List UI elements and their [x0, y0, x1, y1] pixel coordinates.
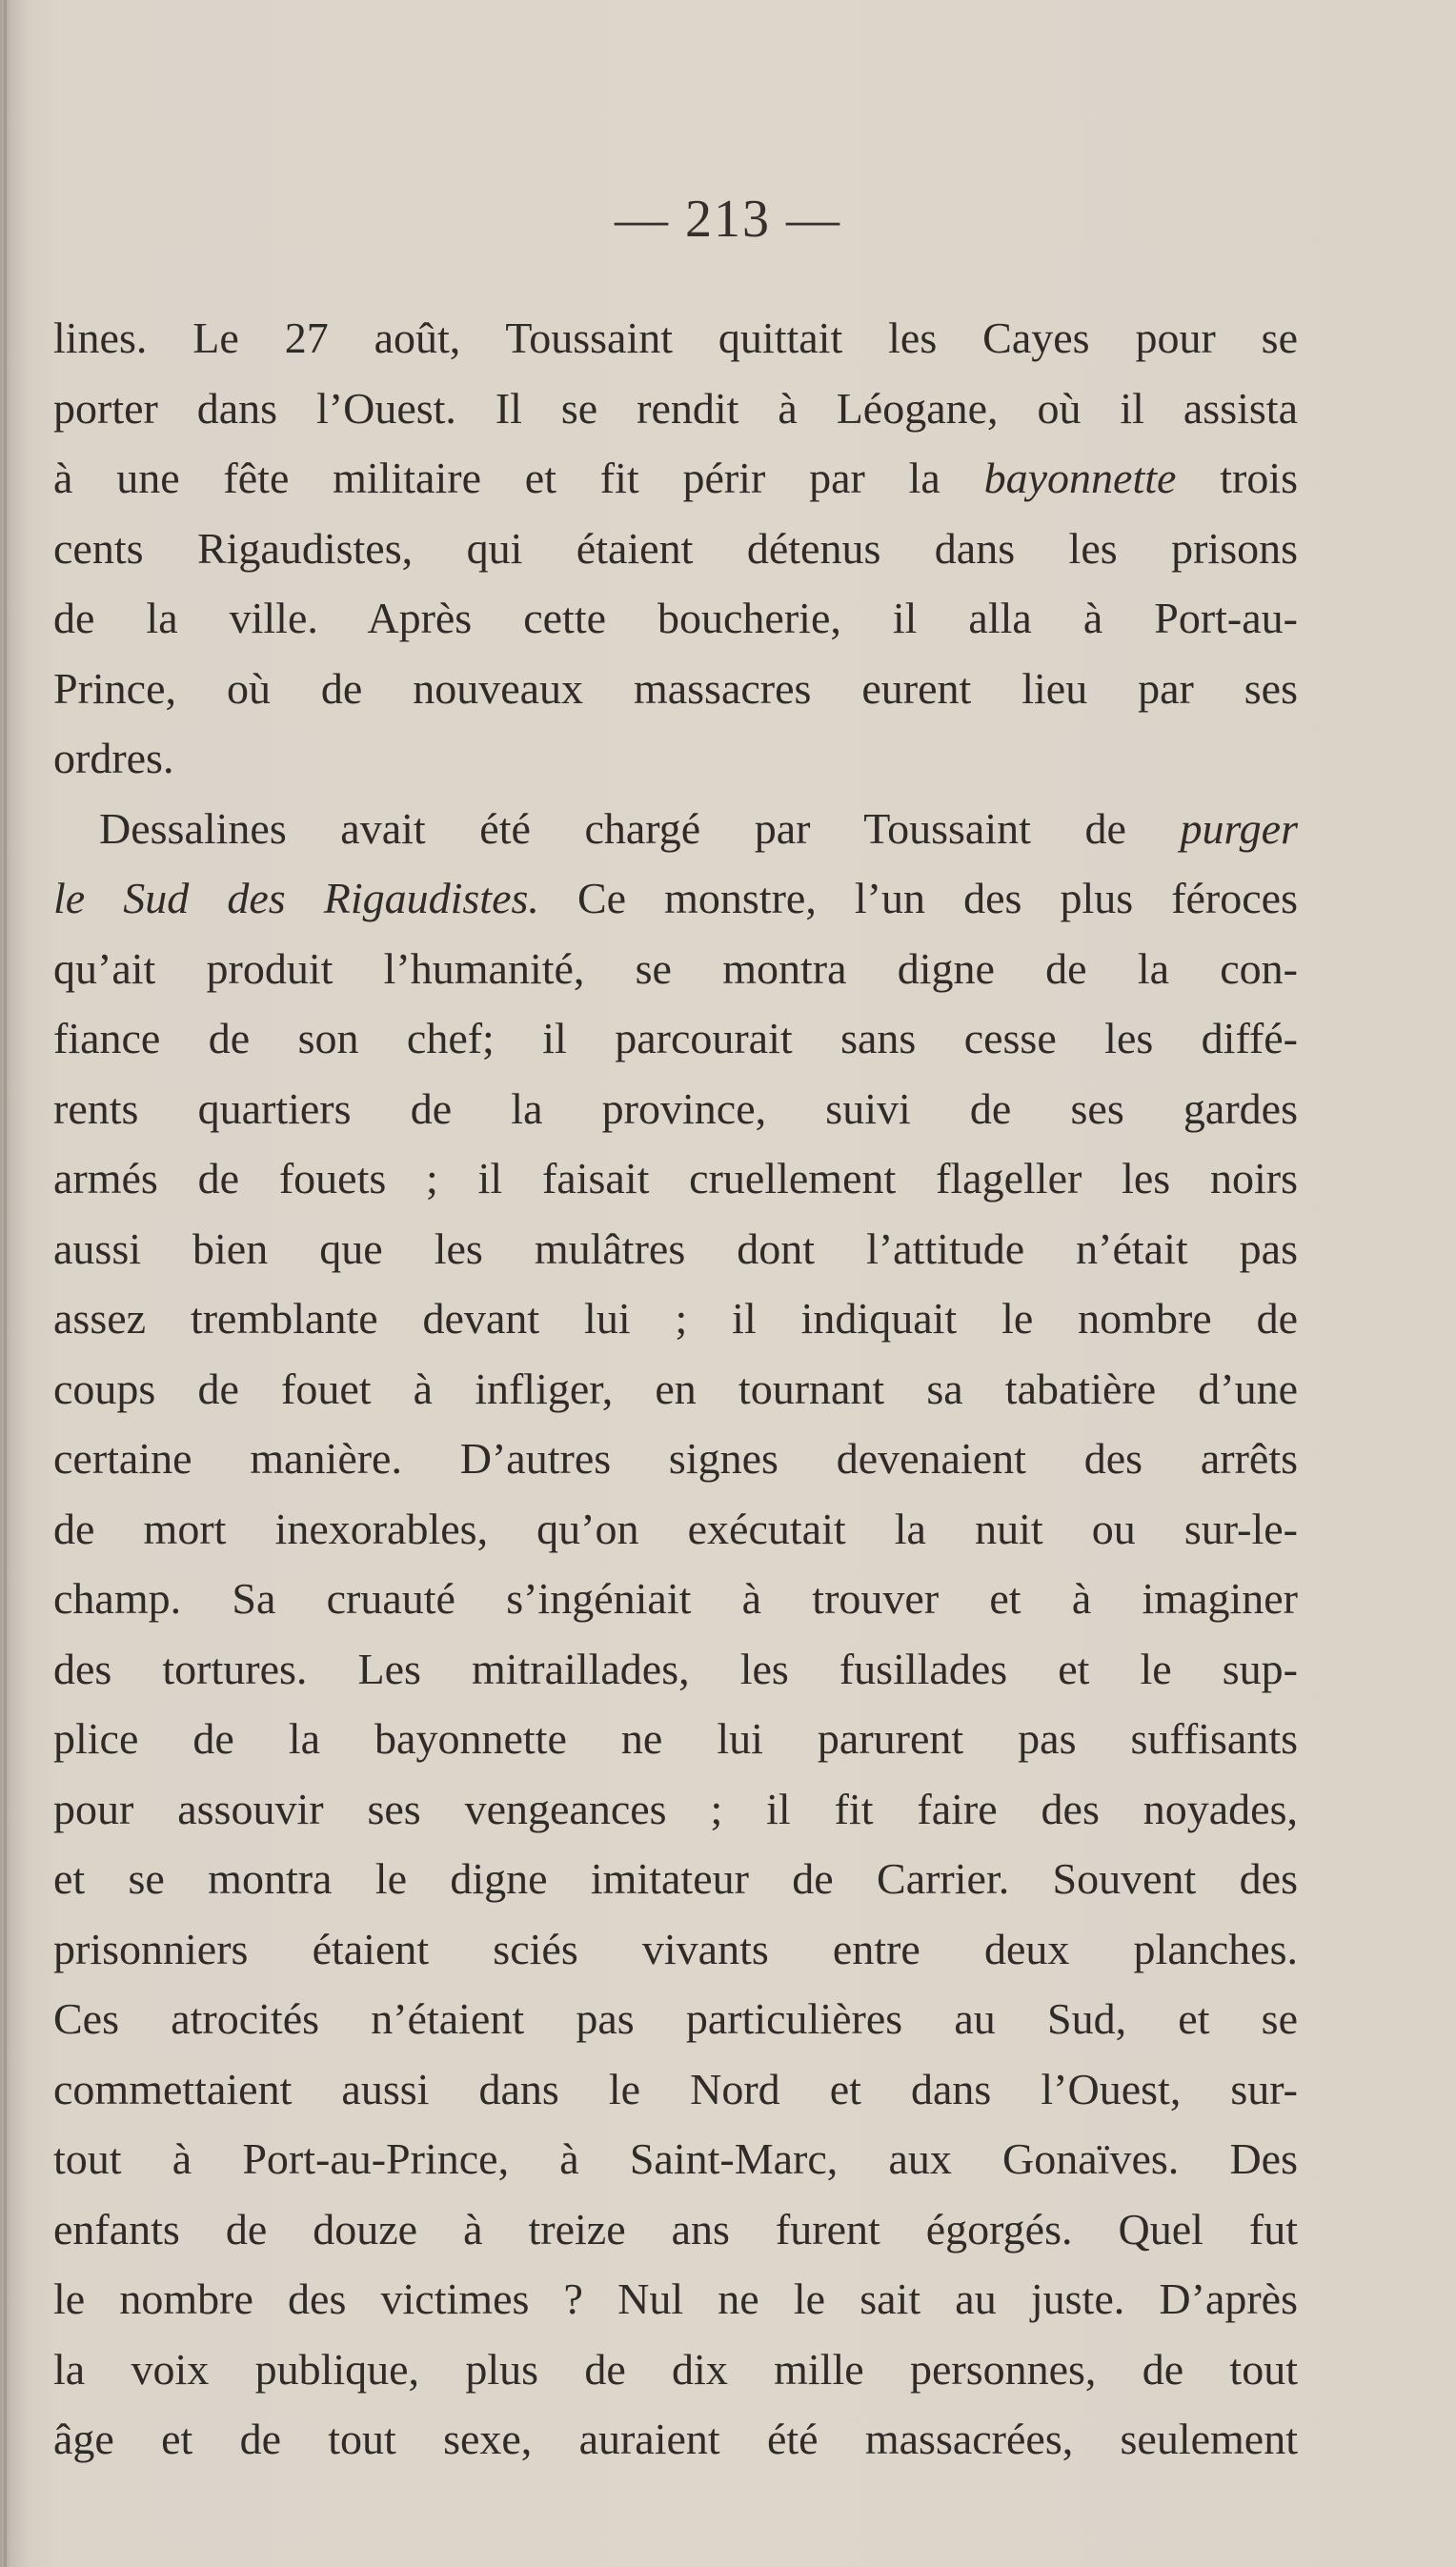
text-line: Prince, où de nouveaux massacres eurent lieu par ses: [53, 663, 1298, 713]
text-line: pour assouvir ses vengeances ; il fit faire des noyades,: [53, 1784, 1298, 1833]
text-line: plice de la bayonnette ne lui parurent pas suffisants: [53, 1714, 1298, 1763]
text-line: armés de fouets ; il faisait cruellement flageller les noirs: [53, 1154, 1298, 1203]
text-line: et se montra le digne imitateur de Carrier. Souvent des: [53, 1854, 1298, 1903]
text-line: coups de fouet à infliger, en tournant sa tabatière d’une: [53, 1364, 1298, 1413]
text-line: la voix publique, plus de dix mille personnes, de tout: [53, 2344, 1298, 2394]
paragraph-end-line: ordres.: [53, 734, 174, 782]
text-line: âge et de tout sexe, auraient été massacrées, seulement: [53, 2415, 1298, 2463]
text-line: cents Rigaudistes, qui étaient détenus dans les prisons: [53, 523, 1298, 573]
text-line: aussi bien que les mulâtres dont l’attitude n’était pas: [53, 1223, 1298, 1273]
page-gutter: [4, 0, 7, 2567]
body-text: [53, 303, 1298, 2475]
text-line: lines. Le 27 août, Toussaint quittait les Cayes pour se: [53, 313, 1298, 362]
text-line: commettaient aussi dans le Nord et dans l’Ouest, sur-: [53, 2064, 1298, 2113]
text-line: enfants de douze à treize ans furent égorgés. Quel fut: [53, 2204, 1298, 2254]
text-line: porter dans l’Ouest. Il se rendit à Léogane, où il assista: [53, 383, 1298, 433]
text-line: rents quartiers de la province, suivi de ses gardes: [53, 1083, 1298, 1133]
text-line: à une fête militaire et fit périr par la bayonnette trois: [53, 454, 1298, 502]
italic-emphasis: le Sud des Rigaudistes.: [53, 874, 539, 922]
paragraph-start-line: Dessalines avait été chargé par Toussaint de purger: [99, 803, 1298, 853]
text-line: prisonniers étaient sciés vivants entre deux planches.: [53, 1924, 1298, 1973]
text-line: qu’ait produit l’humanité, se montra digne de la con-: [53, 943, 1298, 993]
text-line: fiance de son chef; il parcourait sans cesse les diffé-: [53, 1014, 1298, 1062]
text-line: certaine manière. D’autres signes devenaient des arrêts: [53, 1434, 1298, 1483]
text-line: des tortures. Les mitraillades, les fusillades et le sup-: [53, 1644, 1298, 1693]
italic-emphasis: purger: [1180, 803, 1298, 853]
page-number: — 213 —: [615, 190, 841, 249]
text-line: champ. Sa cruauté s’ingéniait à trouver et à imaginer: [53, 1574, 1298, 1623]
italic-emphasis: bayonnette: [983, 454, 1177, 502]
text-line: de mort inexorables, qu’on exécutait la nuit ou sur-le-: [53, 1504, 1298, 1553]
text-line: assez tremblante devant lui ; il indiquait le nombre de: [53, 1294, 1298, 1343]
text-line: Ces atrocités n’étaient pas particulières au Sud, et se: [53, 1994, 1298, 2043]
text-line: tout à Port-au-Prince, à Saint-Marc, aux Gonaïves. Des: [53, 2134, 1298, 2183]
text-line: de la ville. Après cette boucherie, il alla à Port-au-: [53, 594, 1298, 642]
text-line: le nombre des victimes ? Nul ne le sait au juste. D’après: [53, 2274, 1298, 2323]
text-line: le Sud des Rigaudistes. Ce monstre, l’un des plus féroces: [53, 874, 1298, 922]
